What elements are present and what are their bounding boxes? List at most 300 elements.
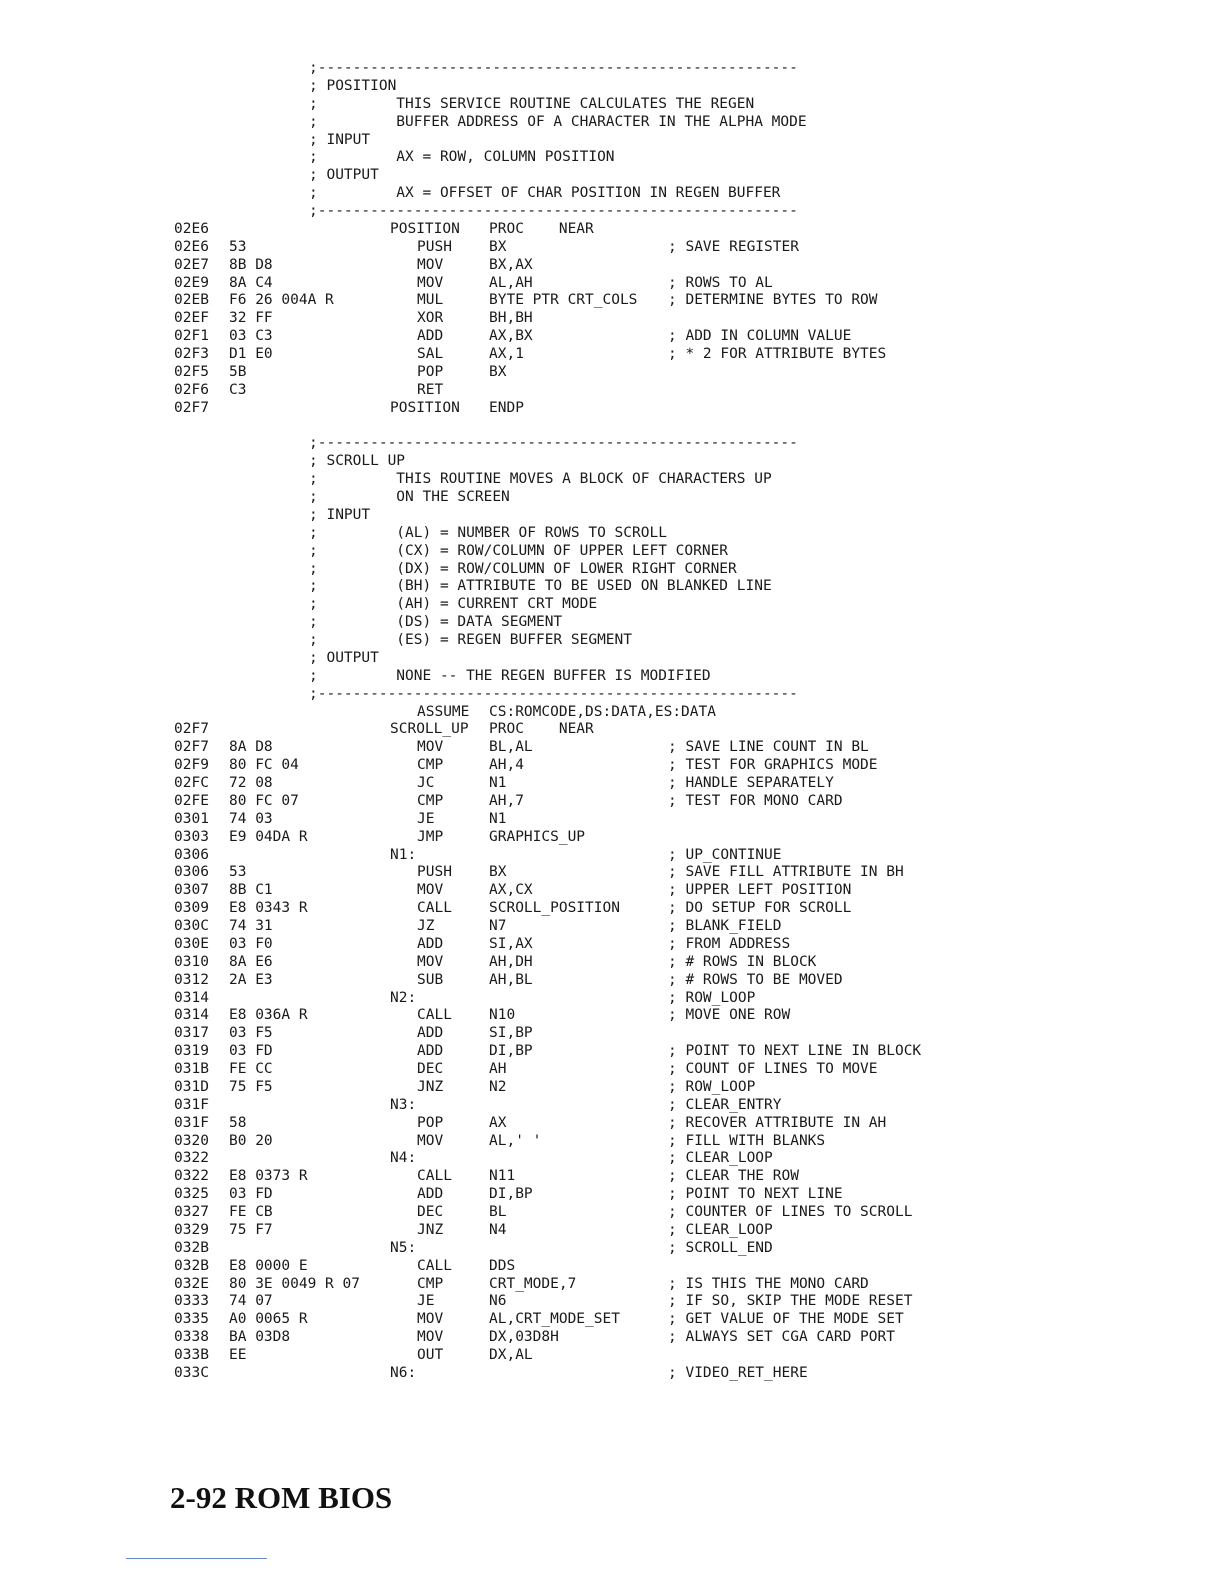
listing-address: 0333 (174, 1293, 209, 1310)
listing-opcode: MUL (417, 292, 444, 309)
comment-box-line (0, 489, 1224, 507)
listing-address: 0320 (174, 1132, 209, 1149)
listing-operands: ENDP (489, 399, 524, 416)
listing-label: N5: (390, 1239, 417, 1256)
listing-label: POSITION (390, 220, 460, 237)
page-footer: 2-92 ROM BIOS (170, 1480, 393, 1515)
listing-object-code: 03 FD (229, 1043, 273, 1060)
listing-label: SCROLL_UP (390, 721, 469, 738)
listing-comment: ; CLEAR_ENTRY (668, 1096, 782, 1113)
listing-comment: ; # ROWS TO BE MOVED (668, 971, 843, 988)
listing-address: 02F6 (174, 381, 209, 398)
listing-object-code: E8 036A R (229, 1007, 308, 1024)
listing-line (0, 811, 1224, 829)
header-comment: ; OUTPUT (309, 167, 379, 184)
listing-operands: DX,AL (489, 1347, 533, 1363)
listing-line (0, 900, 1224, 918)
header-comment: ;------------------------------------------------------- (309, 60, 798, 76)
listing-operands: AL,AH (489, 274, 533, 291)
listing-object-code: E8 0343 R (229, 900, 308, 917)
listing-comment: ; ROW_LOOP (668, 989, 756, 1006)
comment-box-line (0, 507, 1224, 525)
listing-line (0, 1365, 1224, 1383)
comment-box-line (0, 132, 1224, 150)
blank-line (0, 418, 1224, 436)
listing-object-code: 80 3E 0049 R 07 (229, 1275, 360, 1292)
listing-opcode: JNZ (417, 1078, 444, 1095)
listing-operands: N10 (489, 1007, 516, 1024)
listing-comment: ; SAVE LINE COUNT IN BL (668, 739, 869, 756)
listing-comment: ; MOVE ONE ROW (668, 1007, 791, 1024)
listing-line (0, 936, 1224, 954)
listing-opcode: ADD (417, 1025, 444, 1042)
listing-object-code: FE CB (229, 1204, 273, 1220)
listing-label: N2: (390, 989, 417, 1006)
listing-line (0, 1204, 1224, 1222)
listing-address: 02EF (174, 310, 209, 327)
listing-address: 0317 (174, 1025, 209, 1042)
listing-operands: DI,BP (489, 1043, 533, 1060)
listing-line (0, 1150, 1224, 1168)
listing-operands: AX,1 (489, 346, 524, 362)
listing-comment: ; FILL WITH BLANKS (668, 1132, 826, 1149)
comment-box-line (0, 453, 1224, 471)
comment-box-line (0, 686, 1224, 704)
listing-address: 0301 (174, 810, 209, 827)
listing-line (0, 239, 1224, 257)
listing-opcode: MOV (417, 1311, 444, 1328)
header-comment: ; THIS ROUTINE MOVES A BLOCK OF CHARACTERS UP (309, 471, 772, 488)
listing-opcode: MOV (417, 274, 444, 291)
listing-address: 0314 (174, 989, 209, 1006)
listing-opcode: ADD (417, 1186, 444, 1203)
comment-box-line (0, 114, 1224, 132)
listing-line (0, 1186, 1224, 1204)
listing-object-code: 8A E6 (229, 953, 273, 970)
listing-line (0, 364, 1224, 382)
listing-address: 031F (174, 1096, 209, 1113)
listing-line (0, 757, 1224, 775)
listing-line (0, 1311, 1224, 1329)
listing-address: 033C (174, 1364, 209, 1381)
listing-object-code: 80 FC 07 (229, 792, 299, 809)
header-comment: ; (DX) = ROW/COLUMN OF LOWER RIGHT CORNER (309, 560, 737, 577)
listing-address: 030C (174, 918, 209, 934)
comment-box-line (0, 614, 1224, 632)
footer-rule (126, 1558, 267, 1559)
header-comment: ; BUFFER ADDRESS OF A CHARACTER IN THE ALPHA MODE (309, 113, 807, 130)
listing-operands: SCROLL_POSITION (489, 900, 620, 917)
listing-line (0, 1276, 1224, 1294)
listing-address: 0306 (174, 864, 209, 881)
listing-comment: ; DO SETUP FOR SCROLL (668, 900, 852, 917)
header-comment: ; ON THE SCREEN (309, 489, 510, 505)
listing-address: 02F7 (174, 399, 209, 416)
header-comment: ; POSITION (309, 77, 397, 94)
listing-object-code: 75 F7 (229, 1221, 273, 1238)
listing-object-code: D1 E0 (229, 346, 273, 362)
listing-operands: AL,' ' (489, 1132, 542, 1149)
listing-comment: ; UP_CONTINUE (668, 846, 782, 863)
listing-operands: PROC NEAR (489, 220, 594, 237)
listing-address: 031D (174, 1078, 209, 1095)
listing-opcode: ASSUME (417, 703, 470, 720)
listing-opcode: XOR (417, 310, 444, 327)
listing-line (0, 1258, 1224, 1276)
listing-opcode: JMP (417, 828, 444, 845)
listing-address: 032B (174, 1257, 209, 1274)
listing-address: 02E6 (174, 238, 209, 255)
listing-opcode: SUB (417, 971, 444, 988)
listing-object-code: 8B D8 (229, 256, 273, 273)
listing-comment: ; IS THIS THE MONO CARD (668, 1275, 869, 1292)
listing-opcode: DEC (417, 1061, 444, 1077)
listing-object-code: E9 04DA R (229, 828, 308, 845)
listing-address: 02F7 (174, 721, 209, 738)
listing-opcode: CALL (417, 1168, 452, 1185)
listing-address: 030E (174, 935, 209, 952)
listing-comment: ; CLEAR_LOOP (668, 1150, 773, 1167)
listing-line (0, 954, 1224, 972)
listing-object-code: E8 0373 R (229, 1168, 308, 1185)
listing-address: 0314 (174, 1007, 209, 1024)
listing-line (0, 882, 1224, 900)
listing-operands: AH,7 (489, 792, 524, 809)
listing-opcode: POP (417, 363, 444, 380)
listing-operands: BL (489, 1204, 507, 1220)
listing-comment: ; VIDEO_RET_HERE (668, 1364, 808, 1381)
listing-address: 02FC (174, 775, 209, 791)
header-comment: ; THIS SERVICE ROUTINE CALCULATES THE REGEN (309, 95, 755, 112)
listing-address: 02FE (174, 792, 209, 809)
listing-comment: ; CLEAR_LOOP (668, 1221, 773, 1238)
listing-operands: N7 (489, 918, 507, 934)
listing-opcode: PUSH (417, 864, 452, 881)
comment-box-line (0, 60, 1224, 78)
listing-line (0, 257, 1224, 275)
listing-opcode: CALL (417, 900, 452, 917)
listing-line (0, 1043, 1224, 1061)
header-comment: ; AX = OFFSET OF CHAR POSITION IN REGEN BUFFER (309, 185, 781, 202)
listing-opcode: POP (417, 1114, 444, 1131)
header-comment: ; (DS) = DATA SEGMENT (309, 614, 563, 631)
listing-comment: ; TEST FOR MONO CARD (668, 792, 843, 809)
listing-address: 0303 (174, 828, 209, 845)
listing-operands: DDS (489, 1257, 516, 1274)
listing-operands: BYTE PTR CRT_COLS (489, 292, 638, 309)
listing-operands: BL,AL (489, 739, 533, 756)
comment-box-line (0, 167, 1224, 185)
listing-address: 0327 (174, 1204, 209, 1220)
listing-address: 0310 (174, 953, 209, 970)
listing-operands: AX (489, 1114, 507, 1131)
listing-opcode: CMP (417, 792, 444, 809)
listing-object-code: 5B (229, 363, 247, 380)
listing-opcode: JE (417, 810, 435, 827)
comment-box-line (0, 525, 1224, 543)
listing-comment: ; HANDLE SEPARATELY (668, 775, 834, 791)
listing-opcode: CALL (417, 1257, 452, 1274)
listing-opcode: JZ (417, 918, 435, 934)
comment-box-line (0, 78, 1224, 96)
listing-line (0, 1347, 1224, 1365)
comment-box-line (0, 596, 1224, 614)
listing-comment: ; ROW_LOOP (668, 1078, 756, 1095)
listing-operands: AX,BX (489, 328, 533, 345)
listing-object-code: 03 FD (229, 1186, 273, 1203)
listing-line (0, 864, 1224, 882)
listing-operands: N1 (489, 810, 507, 827)
listing-comment: ; * 2 FOR ATTRIBUTE BYTES (668, 346, 887, 362)
comment-box-line (0, 561, 1224, 579)
listing-line (0, 918, 1224, 936)
listing-object-code: 03 F0 (229, 935, 273, 952)
listing-comment: ; COUNT OF LINES TO MOVE (668, 1061, 878, 1077)
listing-address: 0322 (174, 1150, 209, 1167)
listing-line (0, 1222, 1224, 1240)
listing-address: 02E9 (174, 274, 209, 291)
listing-opcode: MOV (417, 739, 444, 756)
listing-opcode: PUSH (417, 238, 452, 255)
header-comment: ; (AL) = NUMBER OF ROWS TO SCROLL (309, 524, 667, 541)
listing-object-code: 74 03 (229, 810, 273, 827)
listing-opcode: ADD (417, 328, 444, 345)
listing-object-code: F6 26 004A R (229, 292, 334, 309)
listing-comment: ; BLANK_FIELD (668, 918, 782, 934)
comment-box-line (0, 650, 1224, 668)
header-comment: ;------------------------------------------------------- (309, 203, 798, 219)
listing-operands: AL,CRT_MODE_SET (489, 1311, 620, 1328)
listing-object-code: B0 20 (229, 1132, 273, 1149)
listing-address: 031F (174, 1114, 209, 1131)
listing-object-code: 53 (229, 238, 247, 255)
listing-line (0, 1133, 1224, 1151)
header-comment: ; (AH) = CURRENT CRT MODE (309, 596, 598, 613)
listing-line (0, 829, 1224, 847)
listing-operands: AX,CX (489, 882, 533, 899)
listing-opcode: ADD (417, 935, 444, 952)
listing-opcode: CMP (417, 757, 444, 774)
listing-opcode: MOV (417, 256, 444, 273)
listing-line (0, 1061, 1224, 1079)
listing-line (0, 275, 1224, 293)
listing-operands: BX (489, 363, 507, 380)
header-comment: ; (ES) = REGEN BUFFER SEGMENT (309, 632, 633, 648)
assembly-listing (0, 60, 1224, 1383)
listing-operands: GRAPHICS_UP (489, 828, 586, 845)
listing-comment: ; POINT TO NEXT LINE IN BLOCK (668, 1043, 922, 1060)
listing-line (0, 1079, 1224, 1097)
listing-object-code: C3 (229, 381, 247, 398)
comment-box-line (0, 203, 1224, 221)
comment-box-line (0, 96, 1224, 114)
listing-address: 0322 (174, 1168, 209, 1185)
listing-line (0, 1097, 1224, 1115)
listing-label: POSITION (390, 399, 460, 416)
listing-operands: AH,DH (489, 953, 533, 970)
listing-address: 0309 (174, 900, 209, 917)
listing-line (0, 1240, 1224, 1258)
listing-opcode: CALL (417, 1007, 452, 1024)
header-comment: ;------------------------------------------------------- (309, 435, 798, 452)
header-comment: ; AX = ROW, COLUMN POSITION (309, 149, 615, 166)
listing-address: 0307 (174, 882, 209, 899)
listing-line (0, 1007, 1224, 1025)
listing-comment: ; TEST FOR GRAPHICS MODE (668, 757, 878, 774)
listing-address: 032B (174, 1239, 209, 1256)
listing-object-code: 53 (229, 864, 247, 881)
comment-box-line (0, 543, 1224, 561)
listing-label: N3: (390, 1096, 417, 1113)
listing-operands: N11 (489, 1168, 516, 1185)
listing-operands: SI,AX (489, 935, 533, 952)
listing-object-code: 03 C3 (229, 328, 273, 345)
listing-object-code: FE CC (229, 1061, 273, 1077)
listing-address: 0325 (174, 1186, 209, 1203)
listing-object-code: BA 03D8 (229, 1329, 291, 1346)
listing-line (0, 1329, 1224, 1347)
listing-address: 02F1 (174, 328, 209, 345)
comment-box-line (0, 185, 1224, 203)
listing-operands: N1 (489, 775, 507, 791)
listing-line (0, 382, 1224, 400)
listing-comment: ; COUNTER OF LINES TO SCROLL (668, 1204, 913, 1220)
listing-object-code: 75 F5 (229, 1078, 273, 1095)
listing-operands: BX,AX (489, 256, 533, 273)
listing-comment: ; POINT TO NEXT LINE (668, 1186, 843, 1203)
listing-address: 0329 (174, 1221, 209, 1238)
listing-operands: DX,03D8H (489, 1329, 559, 1346)
listing-label: N4: (390, 1150, 417, 1167)
listing-operands: AH,BL (489, 971, 533, 988)
listing-operands: N2 (489, 1078, 507, 1095)
listing-line (0, 721, 1224, 739)
listing-line (0, 1025, 1224, 1043)
listing-address: 0335 (174, 1311, 209, 1328)
listing-comment: ; GET VALUE OF THE MODE SET (668, 1311, 904, 1328)
listing-line (0, 847, 1224, 865)
listing-opcode: MOV (417, 1132, 444, 1149)
header-comment: ; OUTPUT (309, 649, 379, 666)
listing-object-code: 80 FC 04 (229, 757, 299, 774)
listing-address: 02F5 (174, 363, 209, 380)
listing-line (0, 739, 1224, 757)
listing-operands: CRT_MODE,7 (489, 1275, 577, 1292)
listing-address: 02EB (174, 292, 209, 309)
header-comment: ; INPUT (309, 131, 371, 148)
listing-line (0, 775, 1224, 793)
listing-line (0, 328, 1224, 346)
listing-object-code: 03 F5 (229, 1025, 273, 1042)
header-comment: ; (BH) = ATTRIBUTE TO BE USED ON BLANKED LINE (309, 578, 772, 595)
listing-opcode: OUT (417, 1347, 444, 1363)
listing-operands: BX (489, 864, 507, 881)
listing-operands: PROC NEAR (489, 721, 594, 738)
listing-comment: ; ALWAYS SET CGA CARD PORT (668, 1329, 895, 1346)
listing-line (0, 400, 1224, 418)
listing-operands: BH,BH (489, 310, 533, 327)
listing-address: 0319 (174, 1043, 209, 1060)
listing-comment: ; # ROWS IN BLOCK (668, 953, 817, 970)
listing-opcode: MOV (417, 882, 444, 899)
listing-opcode: JE (417, 1293, 435, 1310)
listing-operands: N6 (489, 1293, 507, 1310)
listing-object-code: EE (229, 1347, 247, 1363)
listing-label: N6: (390, 1364, 417, 1381)
listing-address: 02E6 (174, 220, 209, 237)
listing-address: 02E7 (174, 256, 209, 273)
comment-box-line (0, 435, 1224, 453)
listing-comment: ; DETERMINE BYTES TO ROW (668, 292, 878, 309)
listing-opcode: JNZ (417, 1221, 444, 1238)
listing-opcode: JC (417, 775, 435, 791)
listing-opcode: ADD (417, 1043, 444, 1060)
header-comment: ; NONE -- THE REGEN BUFFER IS MODIFIED (309, 667, 711, 684)
listing-address: 0312 (174, 971, 209, 988)
listing-address: 0338 (174, 1329, 209, 1346)
listing-comment: ; UPPER LEFT POSITION (668, 882, 852, 899)
header-comment: ; SCROLL UP (309, 453, 406, 470)
listing-operands: BX (489, 238, 507, 255)
comment-box-line (0, 471, 1224, 489)
listing-opcode: CMP (417, 1275, 444, 1292)
listing-comment: ; IF SO, SKIP THE MODE RESET (668, 1293, 913, 1310)
listing-line (0, 990, 1224, 1008)
header-comment: ; (CX) = ROW/COLUMN OF UPPER LEFT CORNER (309, 542, 729, 559)
listing-line (0, 292, 1224, 310)
listing-operands: N4 (489, 1221, 507, 1238)
comment-box-line (0, 668, 1224, 686)
listing-line (0, 310, 1224, 328)
listing-object-code: 8A C4 (229, 274, 273, 291)
comment-box-line (0, 149, 1224, 167)
listing-object-code: 8B C1 (229, 882, 273, 899)
listing-line (0, 1115, 1224, 1133)
listing-operands: SI,BP (489, 1025, 533, 1042)
listing-line (0, 346, 1224, 364)
listing-line (0, 793, 1224, 811)
listing-line (0, 1293, 1224, 1311)
listing-operands: CS:ROMCODE,DS:DATA,ES:DATA (489, 703, 716, 720)
header-comment: ;------------------------------------------------------- (309, 685, 798, 702)
listing-object-code: E8 0000 E (229, 1257, 308, 1274)
header-comment: ; INPUT (309, 506, 371, 523)
listing-line (0, 221, 1224, 239)
listing-object-code: 32 FF (229, 310, 273, 327)
listing-comment: ; ROWS TO AL (668, 274, 773, 291)
listing-opcode: DEC (417, 1204, 444, 1220)
listing-comment: ; SAVE FILL ATTRIBUTE IN BH (668, 864, 904, 881)
listing-object-code: 2A E3 (229, 971, 273, 988)
listing-operands: AH (489, 1061, 507, 1077)
listing-operands: AH,4 (489, 757, 524, 774)
listing-object-code: 8A D8 (229, 739, 273, 756)
listing-address: 033B (174, 1347, 209, 1363)
listing-address: 0306 (174, 846, 209, 863)
listing-opcode: RET (417, 381, 444, 398)
comment-box-line (0, 578, 1224, 596)
listing-object-code: 72 08 (229, 775, 273, 791)
listing-comment: ; ADD IN COLUMN VALUE (668, 328, 852, 345)
listing-address: 032E (174, 1275, 209, 1292)
listing-address: 02F9 (174, 757, 209, 774)
listing-address: 031B (174, 1061, 209, 1077)
listing-label: N1: (390, 846, 417, 863)
listing-comment: ; SAVE REGISTER (668, 238, 799, 255)
listing-object-code: 74 07 (229, 1293, 273, 1310)
listing-opcode: MOV (417, 1329, 444, 1346)
listing-line (0, 972, 1224, 990)
